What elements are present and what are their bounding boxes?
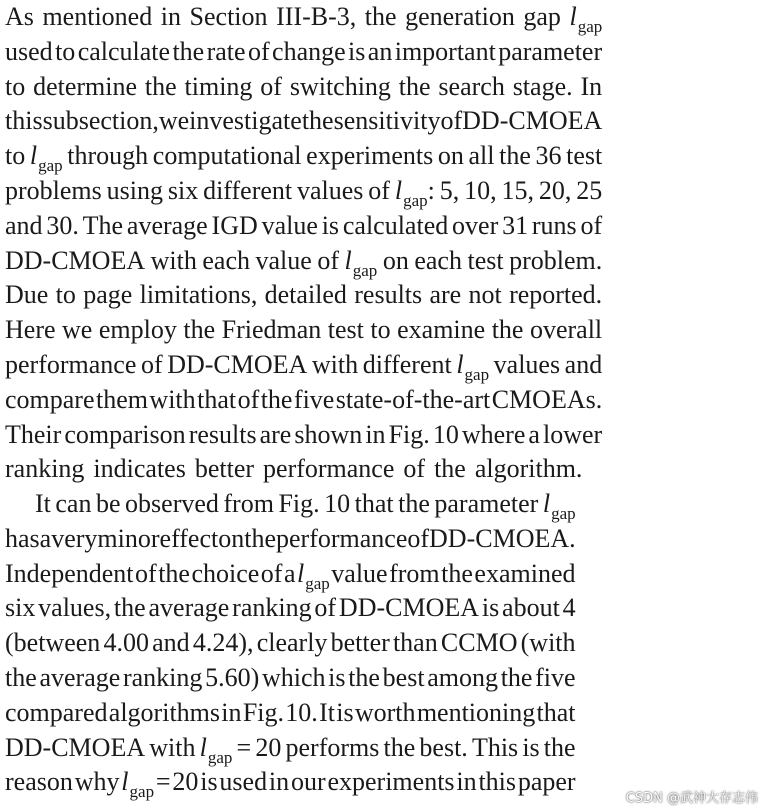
- text-line: reason why $l_{gap}$ = 20 is used in our experiments in this paper: [5, 767, 576, 802]
- text-line: problems using six different values of $l_{gap}$: 5, 10, 15, 20, 25: [5, 175, 603, 210]
- text-line: Due to page limitations, detailed results are not reported.: [5, 280, 603, 310]
- text-line: six values, the average ranking of DD-CMOEA is about 4: [5, 593, 576, 623]
- paragraph-2: [5, 487, 576, 800]
- text-line: used to calculate the rate of change is an important parameter: [5, 36, 603, 66]
- text-line: Independent of the choice of a $l_{gap}$ value from the examined: [5, 558, 576, 593]
- text-line: Their comparison results are shown in Fig. 10 where a lower: [5, 419, 603, 449]
- text-line: DD-CMOEA with $l_{gap}$ = 20 performs the best. This is the: [5, 732, 576, 767]
- paragraph-1: [5, 0, 602, 487]
- csdn-watermark: CSDN @武神大存志伟: [625, 791, 758, 806]
- text-line: ranking indicates better performance of the algorithm.: [5, 454, 583, 484]
- text-line: and 30. The average IGD value is calculated over 31 runs of: [5, 210, 603, 240]
- text-line: Here we employ the Friedman test to examine the overall: [5, 315, 603, 345]
- text-line: compare them with that of the five state-of-the-art CMOEAs.: [5, 384, 603, 414]
- text-line: As mentioned in Section III-B-3, the generation gap $l_{gap}$: [5, 2, 603, 36]
- text-line: DD-CMOEA with each value of $l_{gap}$ on each test problem.: [5, 245, 603, 280]
- text-line: (between 4.00 and 4.24), clearly better than CCMO (with: [5, 628, 576, 658]
- text-line: to $l_{gap}$ through computational experiments on all the 36 test: [5, 141, 603, 176]
- text-line: performance of DD-CMOEA with different $l_{gap}$ values and: [5, 349, 603, 384]
- text-line: this subsection, we investigate the sensitivity of DD-CMOEA: [5, 106, 603, 136]
- text-line: has a very minor effect on the performance of DD-CMOEA.: [5, 523, 576, 553]
- text-line: It can be observed from Fig. 10 that the parameter $l_{gap}$: [35, 489, 576, 523]
- text-line: to determine the timing of switching the search stage. In: [5, 71, 603, 101]
- text-line: compared algorithms in Fig. 10. It is worth mentioning that: [5, 697, 576, 727]
- text-line: the average ranking 5.60) which is the best among the five: [5, 662, 576, 692]
